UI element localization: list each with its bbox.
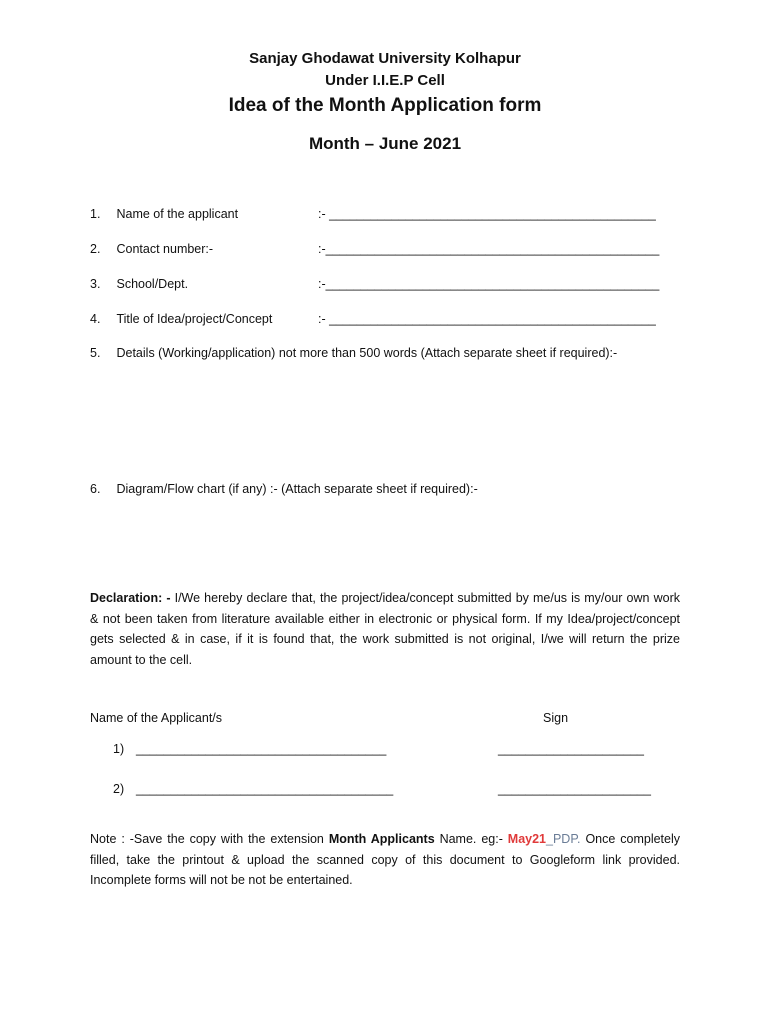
note-mid: Name. eg:- [434,832,508,846]
applicant-2-sign-field[interactable]: ______________________ [498,782,651,796]
sign-header: Sign [543,711,569,725]
field-row-applicant-name [90,207,656,221]
field-row-idea-title [90,312,656,326]
applicant-1-sign-field[interactable]: _____________________ [498,742,644,756]
applicant-number: 2) [113,782,125,796]
form-title: Idea of the Month Application form [228,95,542,116]
note-paragraph [90,829,680,891]
field-number: 1. [90,207,101,221]
note-bold: Month Applicants [328,832,435,846]
cell-name: Under I.I.E.P Cell [325,72,445,89]
school-dept-field[interactable]: :-________________________________________________ [318,277,660,291]
idea-title-field[interactable]: :- _______________________________________________ [318,312,656,326]
item-number: 6. [90,482,101,496]
field-row-contact-number [90,242,660,256]
field-number: 2. [90,242,101,256]
contact-number-field[interactable]: :-________________________________________________ [318,242,660,256]
declaration-text: I/We hereby declare that, the project/idea/concept submitted by me/us is my/our own work & not been taken from literature available either in electronic or physical form. If my Idea/project/concept gets selected & in case, if it is found that, the work submitted is not original, I/we will return the prize amount to the cell. [90,591,680,667]
item-number: 5. [90,346,101,360]
field-label: Title of Idea/project/Concept [116,312,273,326]
details-label: Details (Working/application) not more than 500 words (Attach separate sheet if required):- [116,346,618,360]
note-prefix: Note : -Save the copy with the extension [90,832,329,846]
declaration-label: Declaration: - [90,591,171,605]
field-row-school-dept [90,277,660,291]
university-name: Sanjay Ghodawat University Kolhapur [249,50,521,67]
note-example-month: May21 [507,832,547,846]
declaration-paragraph [90,588,680,670]
applicant-1-name-field[interactable]: ____________________________________ [136,742,387,756]
note-example-suffix: _PDP. [546,832,581,846]
details-item [90,346,617,360]
applicants-name-header: Name of the Applicant/s [90,711,223,725]
field-label: School/Dept. [116,277,189,291]
diagram-label: Diagram/Flow chart (if any) :- (Attach separate sheet if required):- [116,482,478,496]
field-label: Name of the applicant [116,207,239,221]
field-number: 3. [90,277,101,291]
applicant-2-name-field[interactable]: _____________________________________ [136,782,394,796]
diagram-item [90,482,478,496]
applicant-number: 1) [113,742,125,756]
applicant-name-field[interactable]: :- _______________________________________________ [318,207,656,221]
field-number: 4. [90,312,101,326]
form-month: Month – June 2021 [308,134,462,153]
note-suffix: Once completely filled, take the printout & upload the scanned copy of this document to Googleform link provided. Incomplete forms will not be not be entertained. [90,832,680,887]
field-label: Contact number:- [116,242,214,256]
